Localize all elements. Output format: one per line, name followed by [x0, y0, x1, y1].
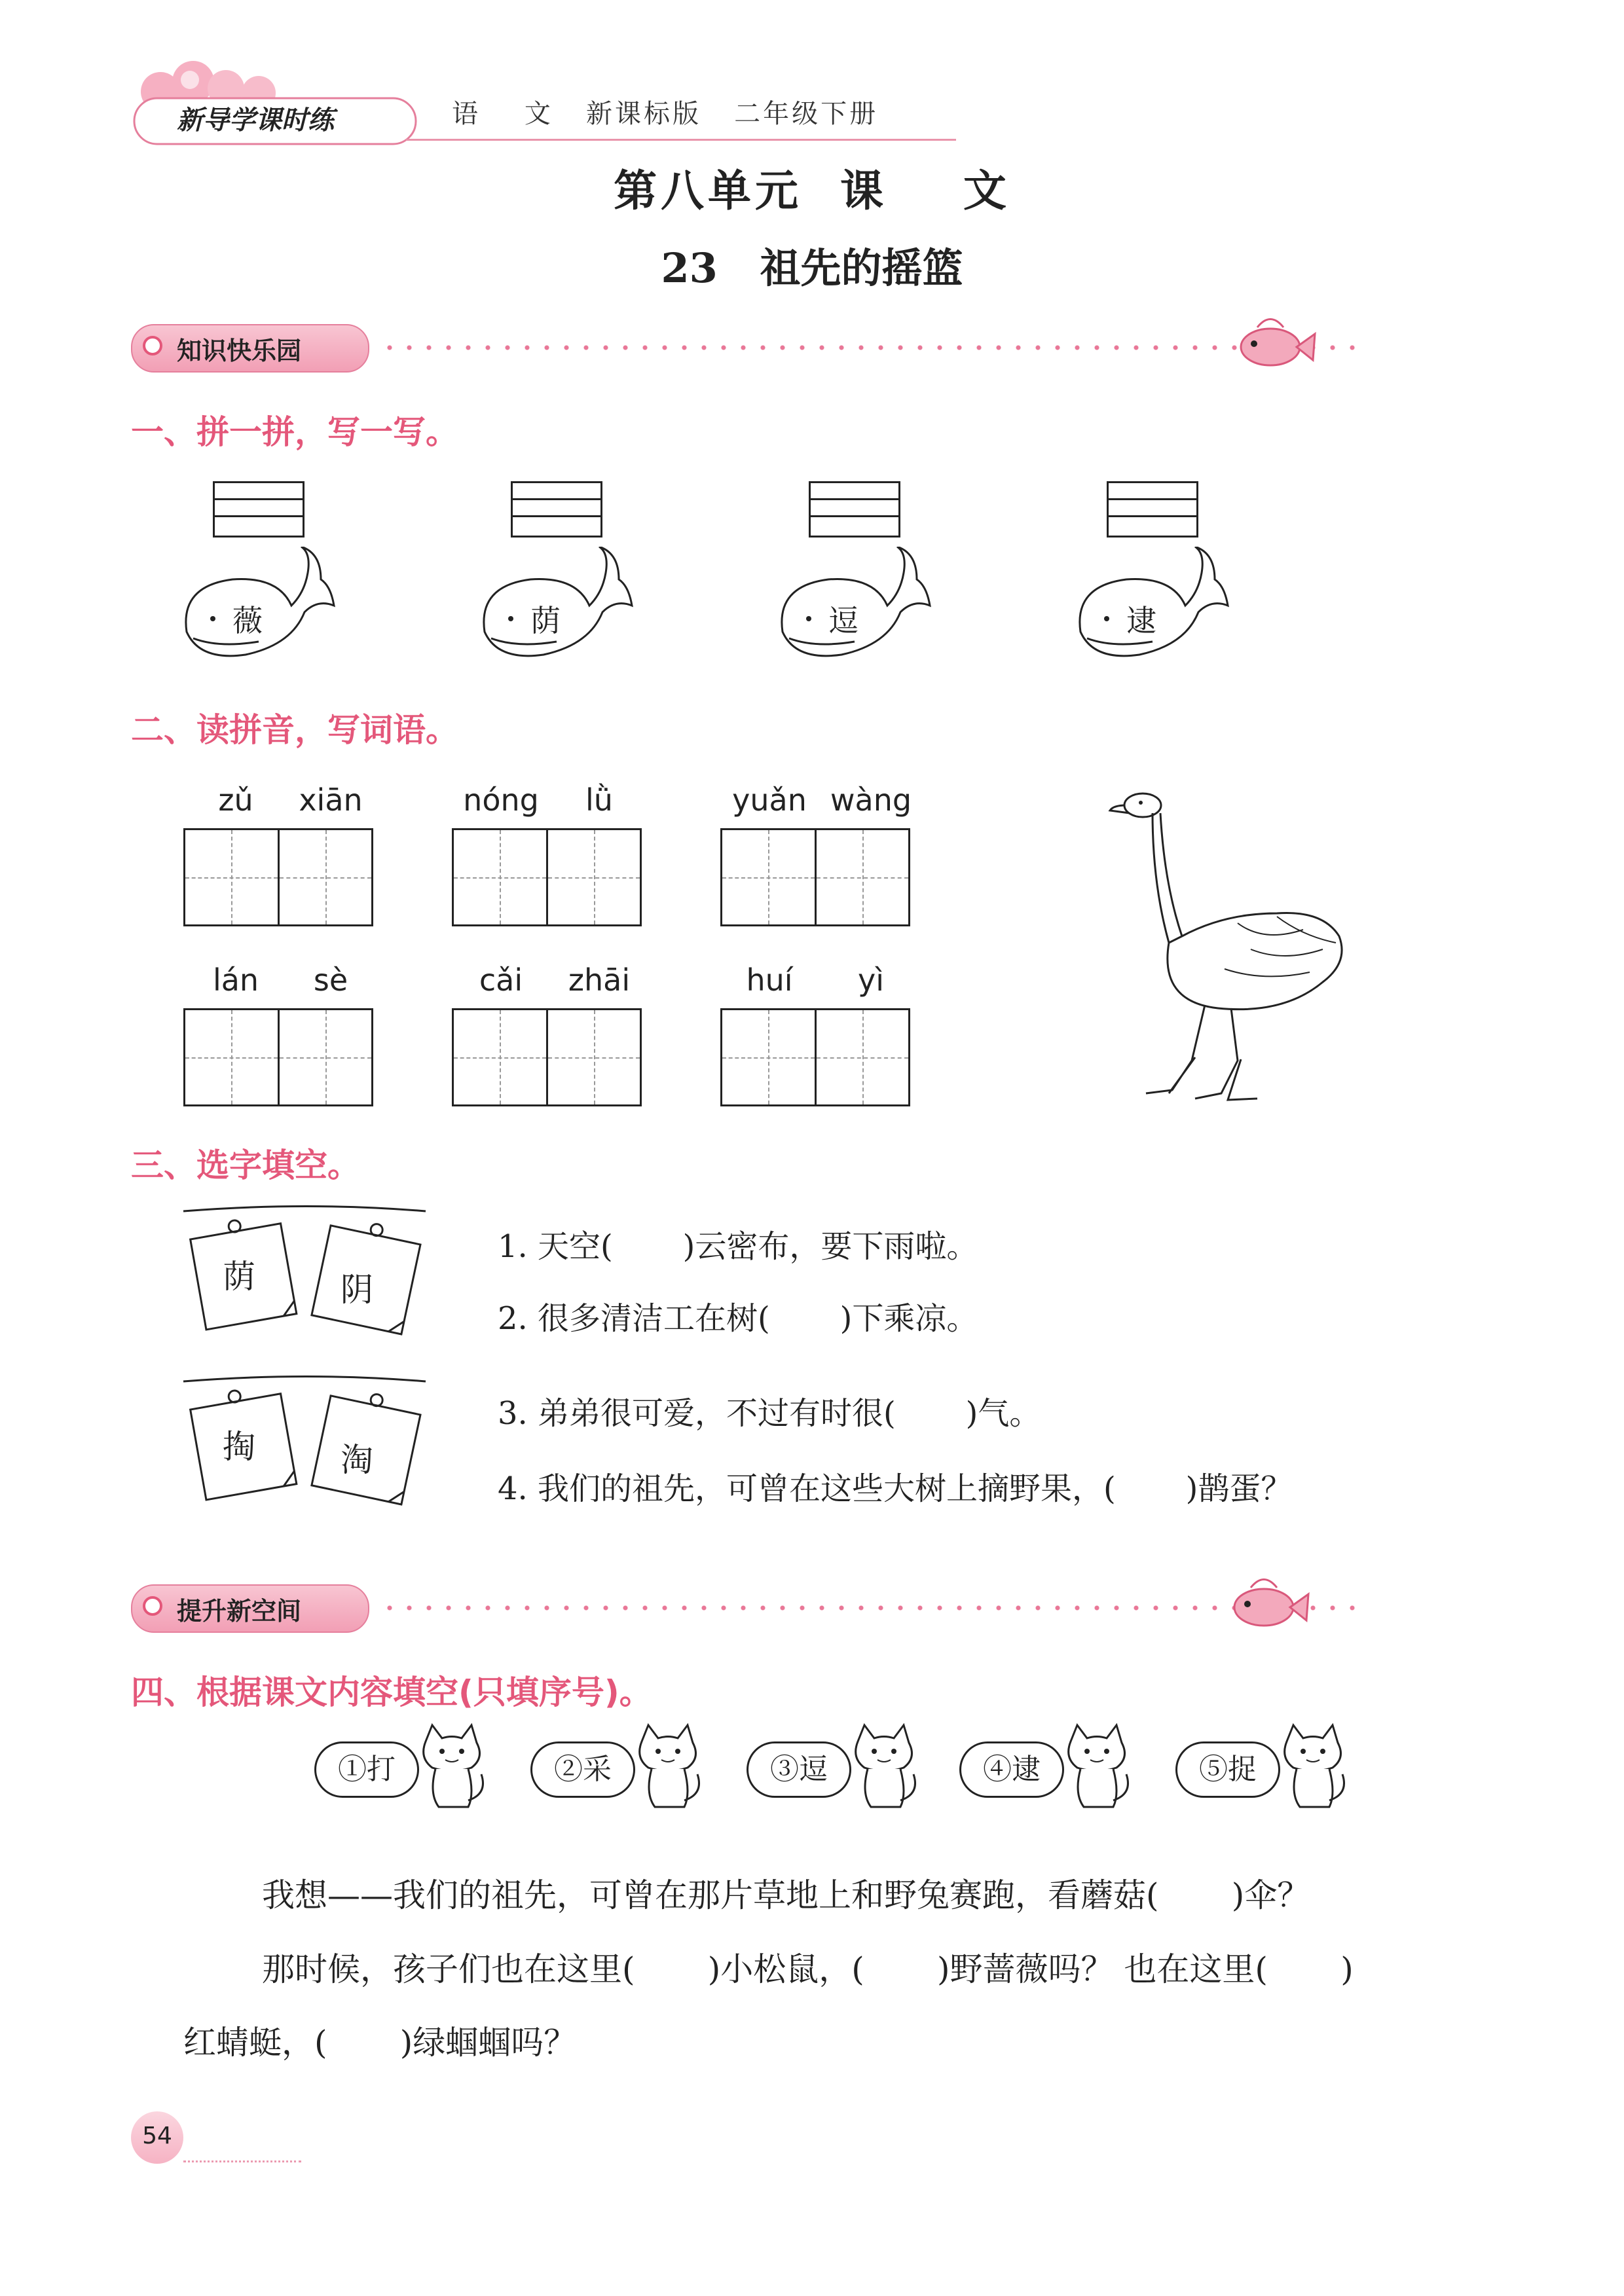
dotted-divider [380, 1605, 1369, 1611]
pinyin-answer-box[interactable] [1107, 481, 1198, 538]
pinyin-label: zhāi [568, 962, 631, 998]
question-3-heading: 三、选字填空。 [131, 1146, 360, 1184]
pinyin-label: yuǎn [732, 782, 807, 818]
pinyin-label: zǔ [218, 782, 253, 818]
question-2-heading: 二、读拼音，写词语。 [131, 711, 458, 749]
cat-icon [629, 1722, 707, 1813]
circle-icon [143, 336, 162, 355]
pinyin-label: huí [746, 962, 793, 998]
writing-grid[interactable] [720, 828, 910, 926]
option-bubble: ⑤捉 [1175, 1741, 1280, 1798]
writing-grid[interactable] [183, 1008, 373, 1106]
option-card-char: 阴 [341, 1271, 373, 1309]
pinyin-answer-box[interactable] [809, 481, 900, 538]
option-bubble: ②采 [530, 1741, 635, 1798]
pinyin-label: yì [857, 962, 884, 998]
header-meta: 语 文 新课标版 二年级下册 [452, 99, 879, 129]
pinyin-label: cǎi [479, 962, 523, 998]
hanging-cards-1 [177, 1198, 439, 1349]
dotted-divider [380, 345, 1369, 350]
whale-character: 荫 [530, 603, 561, 638]
cat-icon [1274, 1722, 1352, 1813]
whale-character: 薇 [232, 603, 263, 638]
fill-sentence-3[interactable]: 3. 弟弟很可爱，不过有时很( )气。 [498, 1395, 1041, 1432]
header-divider [406, 139, 956, 141]
pinyin-label: sè [313, 962, 348, 998]
passage-line-1[interactable]: 我想——我们的祖先，可曾在那片草地上和野兔赛跑，看蘑菇( )伞？ [262, 1876, 1310, 1914]
section-title: 提升新空间 [177, 1597, 302, 1626]
passage-line-2[interactable]: 那时候，孩子们也在这里( )小松鼠，( )野蔷薇吗？ 也在这里( ) [262, 1950, 1354, 1988]
unit-title: 第八单元 课 文 [614, 166, 1010, 216]
lesson-title: 23 祖先的摇篮 [661, 244, 963, 292]
writing-grid[interactable] [452, 1008, 642, 1106]
fill-sentence-2[interactable]: 2. 很多清洁工在树( )下乘凉。 [498, 1300, 978, 1337]
ostrich-illustration [1107, 786, 1356, 1106]
fish-mascot-icon [1225, 1568, 1310, 1640]
section-title: 知识快乐园 [177, 337, 302, 365]
fill-sentence-1[interactable]: 1. 天空( )云密布，要下雨啦。 [498, 1228, 978, 1265]
whale-character: 逗 [828, 603, 858, 638]
writing-grid[interactable] [452, 828, 642, 926]
circle-icon [143, 1596, 162, 1616]
page-number: 54 [142, 2123, 172, 2149]
pinyin-answer-box[interactable] [511, 481, 602, 538]
writing-grid[interactable] [183, 828, 373, 926]
hanging-cards-2 [177, 1368, 439, 1519]
pinyin-label: nóng [463, 782, 539, 818]
option-card-char: 荫 [223, 1258, 255, 1296]
passage-line-3[interactable]: 红蜻蜓，( )绿蝈蝈吗？ [183, 2024, 577, 2062]
cat-icon [845, 1722, 923, 1813]
brand-title: 新导学课时练 [177, 105, 334, 136]
whale-character: 逮 [1126, 603, 1156, 638]
question-1-heading: 一、拼一拼，写一写。 [131, 413, 458, 451]
option-card-char: 掏 [223, 1428, 255, 1466]
option-card-char: 淘 [341, 1441, 373, 1479]
pinyin-label: lán [212, 962, 259, 998]
question-4-heading: 四、根据课文内容填空(只填序号)。 [131, 1673, 652, 1711]
pinyin-label: lǜ [585, 782, 613, 818]
option-bubble: ①打 [314, 1741, 419, 1798]
cat-icon [1058, 1722, 1136, 1813]
pinyin-answer-box[interactable] [213, 481, 304, 538]
fill-sentence-4[interactable]: 4. 我们的祖先，可曾在这些大树上摘野果，( )鹊蛋？ [498, 1470, 1293, 1507]
option-bubble: ③逗 [747, 1741, 851, 1798]
fish-mascot-icon [1231, 308, 1316, 380]
writing-grid[interactable] [720, 1008, 910, 1106]
option-bubble: ④逮 [959, 1741, 1064, 1798]
pinyin-label: xiān [299, 782, 363, 818]
page-number-divider [183, 2160, 301, 2162]
cat-icon [413, 1722, 491, 1813]
pinyin-label: wàng [830, 782, 912, 818]
